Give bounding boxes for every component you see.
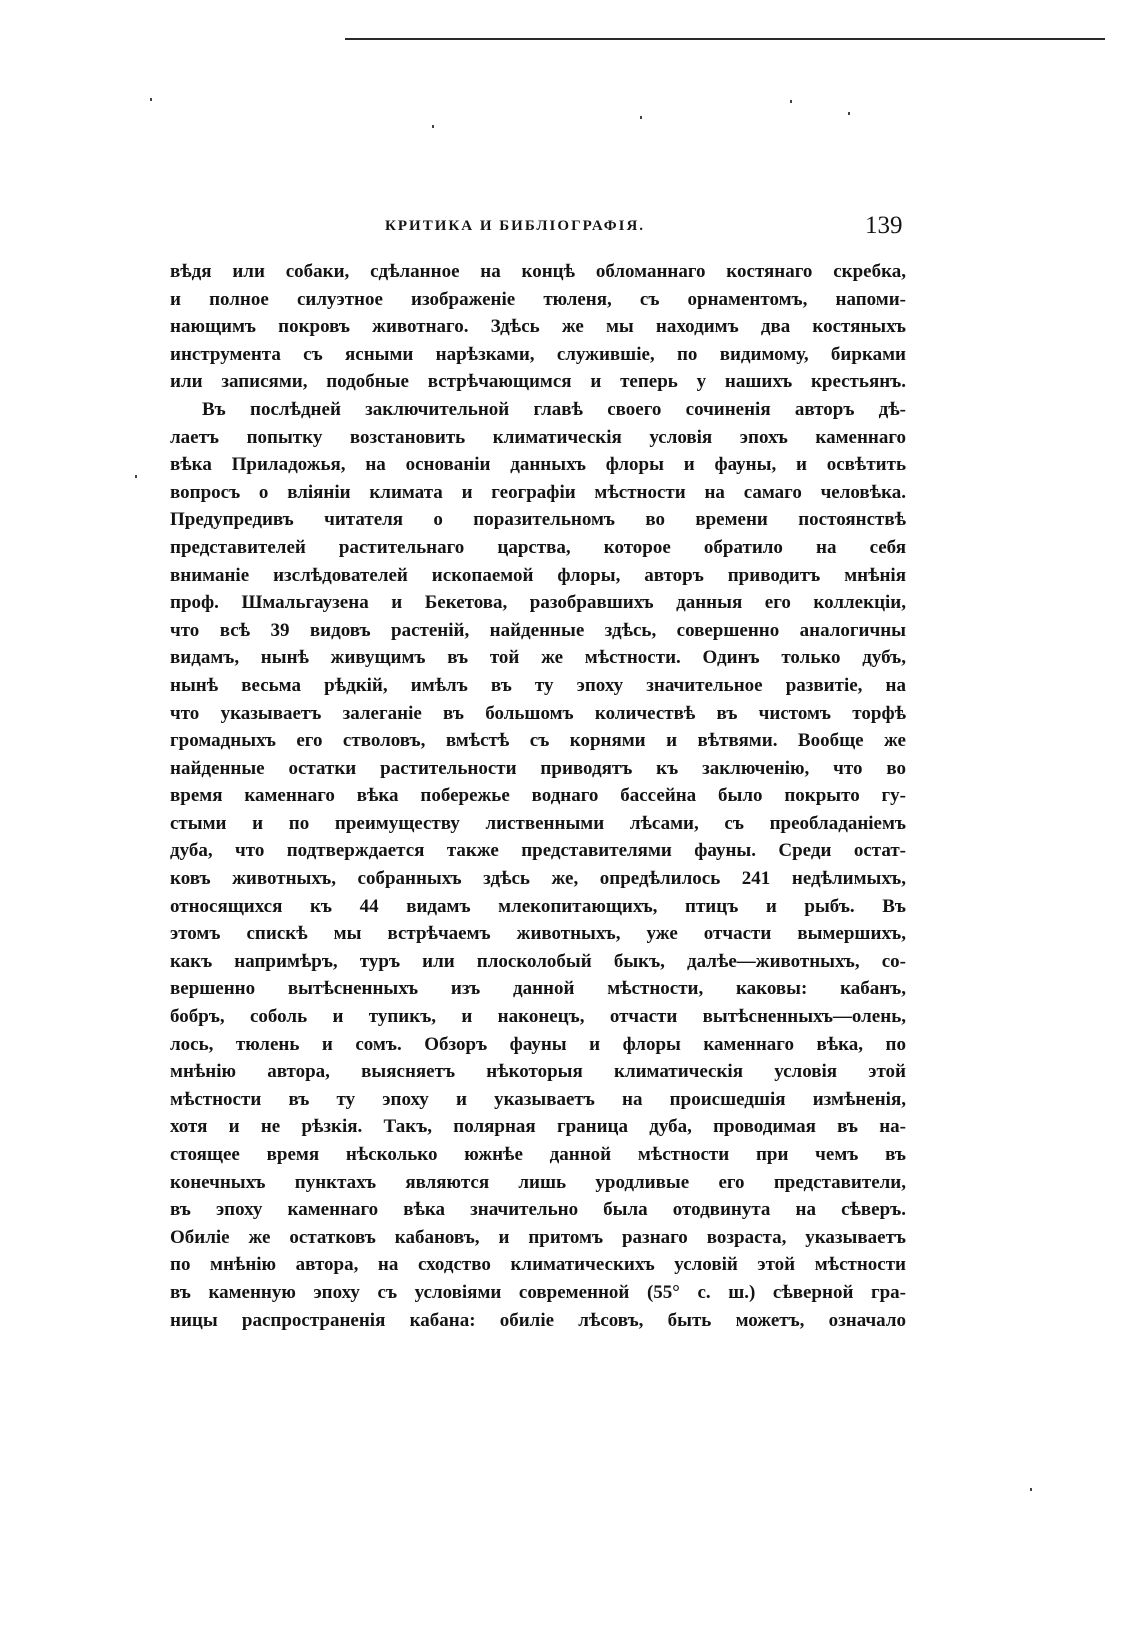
text-line: или записями, подобные встрѣчающимся и теперь у нашихъ крестьянъ. <box>170 371 906 393</box>
top-rule <box>345 38 1105 40</box>
text-line: по мнѣнію автора, на сходство климатическихъ условій этой мѣстности <box>170 1254 906 1276</box>
text-line: стыми и по преимуществу лиственными лѣсами, съ преобладаніемъ <box>170 812 906 834</box>
body-text <box>170 258 906 1334</box>
scan-speck <box>790 100 792 103</box>
text-line: конечныхъ пунктахъ являются лишь уродливые его представители, <box>170 1171 906 1193</box>
text-line: время каменнаго вѣка побережье воднаго бассейна было покрыто гу- <box>170 785 906 807</box>
text-line: мнѣнію автора, выясняетъ нѣкоторыя климатическія условія этой <box>170 1061 906 1083</box>
scan-speck <box>1030 1488 1032 1491</box>
text-line: дуба, что подтверждается также представителями фауны. Среди остат- <box>170 840 906 862</box>
text-line: въ каменную эпоху съ условіями современной (55° с. ш.) сѣверной гра- <box>170 1281 906 1303</box>
text-line: этомъ спискѣ мы встрѣчаемъ животныхъ, уже отчасти вымершихъ, <box>170 923 906 945</box>
text-line: видамъ, нынѣ живущимъ въ той же мѣстности. Одинъ только дубъ, <box>170 647 906 669</box>
text-line: и полное силуэтное изображеніе тюленя, съ орнаментомъ, напоми- <box>170 288 906 310</box>
text-line: Въ послѣдней заключительной главѣ своего сочиненія авторъ дѣ- <box>202 398 906 420</box>
text-line: вопросъ о вліяніи климата и географіи мѣстности на самаго человѣка. <box>170 481 906 503</box>
text-line: представителей растительнаго царства, которое обратило на себя <box>170 536 906 558</box>
text-line: найденные остатки растительности приводятъ къ заключенію, что во <box>170 757 906 779</box>
text-line: бобръ, соболь и тупикъ, и наконецъ, отчасти вытѣсненныхъ—олень, <box>170 1006 906 1028</box>
text-line: мѣстности въ ту эпоху и указываетъ на происшедшія измѣненія, <box>170 1088 906 1110</box>
scan-speck <box>150 98 152 101</box>
text-line: нынѣ весьма рѣдкій, имѣлъ въ ту эпоху значительное развитіе, на <box>170 674 906 696</box>
text-line: относящихся къ 44 видамъ млекопитающихъ, птицъ и рыбъ. Въ <box>170 895 906 917</box>
scan-speck <box>848 112 850 115</box>
text-line: въ эпоху каменнаго вѣка значительно была отодвинута на сѣверъ. <box>170 1199 906 1221</box>
text-line: Предупредивъ читателя о поразительномъ во времени постоянствѣ <box>170 509 906 531</box>
text-line: Обиліе же остатковъ кабановъ, и притомъ разнаго возраста, указываетъ <box>170 1226 906 1248</box>
text-line: инструмента съ ясными нарѣзками, служившіе, по видимому, бирками <box>170 343 906 365</box>
text-line: вѣка Приладожья, на основаніи данныхъ флоры и фауны, и освѣтить <box>170 454 906 476</box>
text-line: ковъ животныхъ, собранныхъ здѣсь же, опредѣлилось 241 недѣлимыхъ, <box>170 868 906 890</box>
scan-speck <box>640 116 642 119</box>
text-line: вниманіе изслѣдователей ископаемой флоры, авторъ приводитъ мнѣнія <box>170 564 906 586</box>
text-line: ницы распространенія кабана: обиліе лѣсовъ, быть можетъ, означало <box>170 1309 906 1331</box>
text-line: вѣдя или собаки, сдѣланное на концѣ обломаннаго костянаго скребка, <box>170 261 906 282</box>
text-line: лаетъ попытку возстановить климатическія условія эпохъ каменнаго <box>170 426 906 448</box>
scan-speck <box>135 475 137 478</box>
scan-speck <box>432 125 434 128</box>
running-title: КРИТИКА И БИБЛІОГРАФІЯ. <box>385 218 646 234</box>
text-line: громадныхъ его стволовъ, вмѣстѣ съ корнями и вѣтвями. Вообще же <box>170 730 906 752</box>
text-line: хотя и не рѣзкія. Такъ, полярная граница дуба, проводимая въ на- <box>170 1116 906 1138</box>
text-line: какъ напримѣръ, туръ или плосколобый быкъ, далѣе—животныхъ, со- <box>170 950 906 972</box>
page-number: 139 <box>865 212 903 239</box>
text-line: что всѣ 39 видовъ растеній, найденные здѣсь, совершенно аналогичны <box>170 619 906 641</box>
text-line: проф. Шмальгаузена и Бекетова, разобравшихъ данныя его коллекціи, <box>170 592 906 614</box>
text-line: лось, тюлень и сомъ. Обзоръ фауны и флоры каменнаго вѣка, по <box>170 1033 906 1055</box>
text-line: что указываетъ залеганіе въ большомъ количествѣ въ чистомъ торфѣ <box>170 702 906 724</box>
text-line: нающимъ покровъ животнаго. Здѣсь же мы находимъ два костяныхъ <box>170 316 906 338</box>
text-line: вершенно вытѣсненныхъ изъ данной мѣстности, каковы: кабанъ, <box>170 978 906 1000</box>
text-line: стоящее время нѣсколько южнѣе данной мѣстности при чемъ въ <box>170 1144 906 1165</box>
